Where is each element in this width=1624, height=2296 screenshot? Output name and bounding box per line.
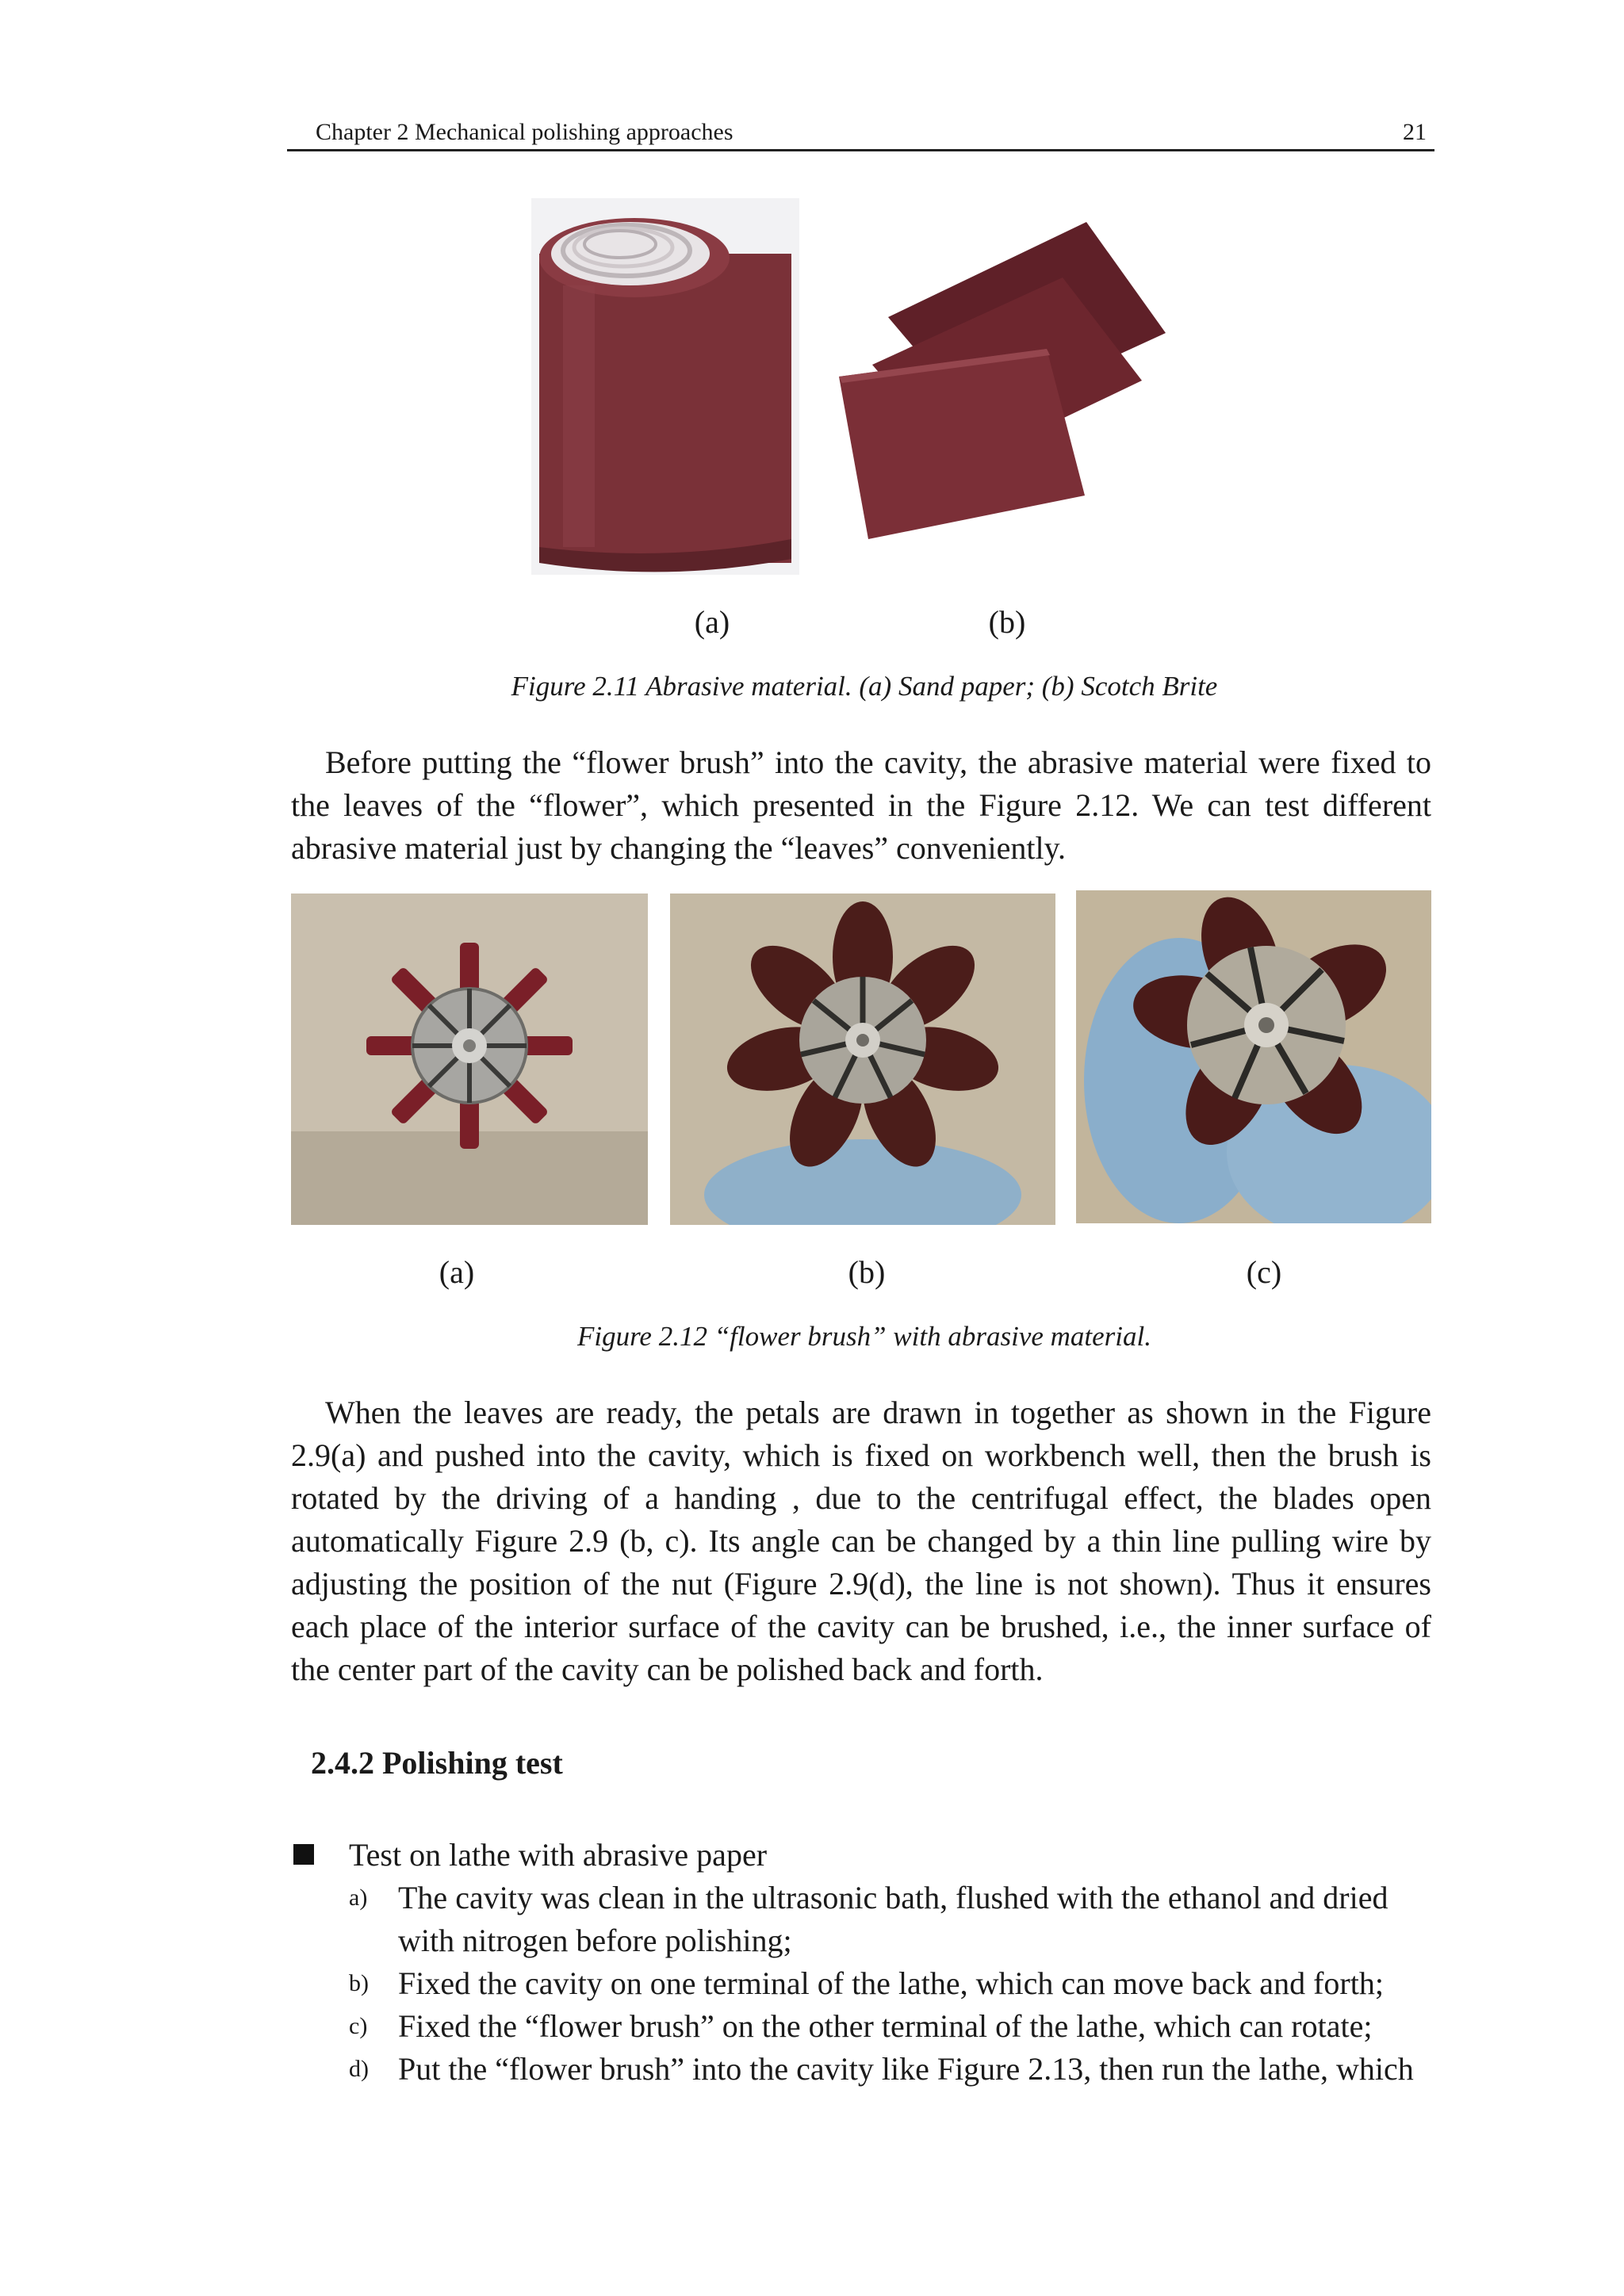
- figure-2-12-caption: Figure 2.12 “flower brush” with abrasive material.: [576, 1321, 1151, 1352]
- flower-brush-sandpaper-photo: [291, 894, 648, 1225]
- bullet-text: Test on lathe with abrasive paper: [349, 1837, 768, 1873]
- body-paragraph-1: Before putting the “flower brush” into the cavity, the abrasive material were fixed to the leaves of the “flower”, which presented in the Figure 2.12. We can test different abrasive material just by changing the “leaves” conveniently.: [291, 744, 1431, 866]
- list-item-c: Fixed the “flower brush” on the other terminal of the lathe, which can rotate;: [398, 2008, 1373, 2044]
- sandpaper-roll-photo: [531, 198, 799, 575]
- list-item-a: The cavity was clean in the ultrasonic bath, flushed with the ethanol and dried with nitrogen before polishing;: [398, 1880, 1388, 1958]
- body-paragraph-2: When the leaves are ready, the petals are drawn in together as shown in the Figure 2.9(a) and pushed into the cavity, which is fixed on workbench well, then the brush is rotated by the driving of a handing , due to the centrifugal effect, the blades open automatically Figure 2.9 (b, c). Its angle can be changed by a thin line pulling wire by adjusting the position of the nut (Figure 2.9(d), the line is not shown). Thus it ensures each place of the interior surface of the cavity can be brushed, i.e., the inner surface of the center part of the cavity can be polished back and forth.: [291, 1395, 1431, 1687]
- running-head: [287, 113, 1434, 151]
- chapter-title: Chapter 2 Mechanical polishing approaches: [316, 119, 733, 145]
- list-marker-c: c): [349, 2013, 368, 2039]
- scotch-brite-photo: [825, 214, 1189, 547]
- section-heading: 2.4.2 Polishing test: [311, 1745, 563, 1781]
- figure-2-11-label-b: (b): [988, 604, 1026, 640]
- figure-2-12-label-c: (c): [1246, 1254, 1282, 1290]
- list-item-b: Fixed the cavity on one terminal of the lathe, which can move back and forth;: [398, 1965, 1384, 2001]
- flower-brush-scotch-brite-photo-c: [1076, 890, 1431, 1223]
- page-number: 21: [1403, 119, 1427, 145]
- list-item-d: Put the “flower brush” into the cavity like Figure 2.13, then run the lathe, which: [398, 2051, 1414, 2087]
- list-marker-a: a): [349, 1885, 368, 1911]
- figure-2-11-label-a: (a): [694, 604, 730, 640]
- flower-brush-scotch-brite-photo-b: [670, 894, 1055, 1225]
- figure-2-12-label-b: (b): [848, 1254, 886, 1290]
- list-marker-b: b): [349, 1970, 369, 1996]
- bullet-square-icon: [293, 1844, 314, 1865]
- figure-2-11-caption: Figure 2.11 Abrasive material. (a) Sand paper; (b) Scotch Brite: [511, 671, 1218, 702]
- figure-2-12-label-a: (a): [439, 1254, 475, 1290]
- list-marker-d: d): [349, 2056, 369, 2082]
